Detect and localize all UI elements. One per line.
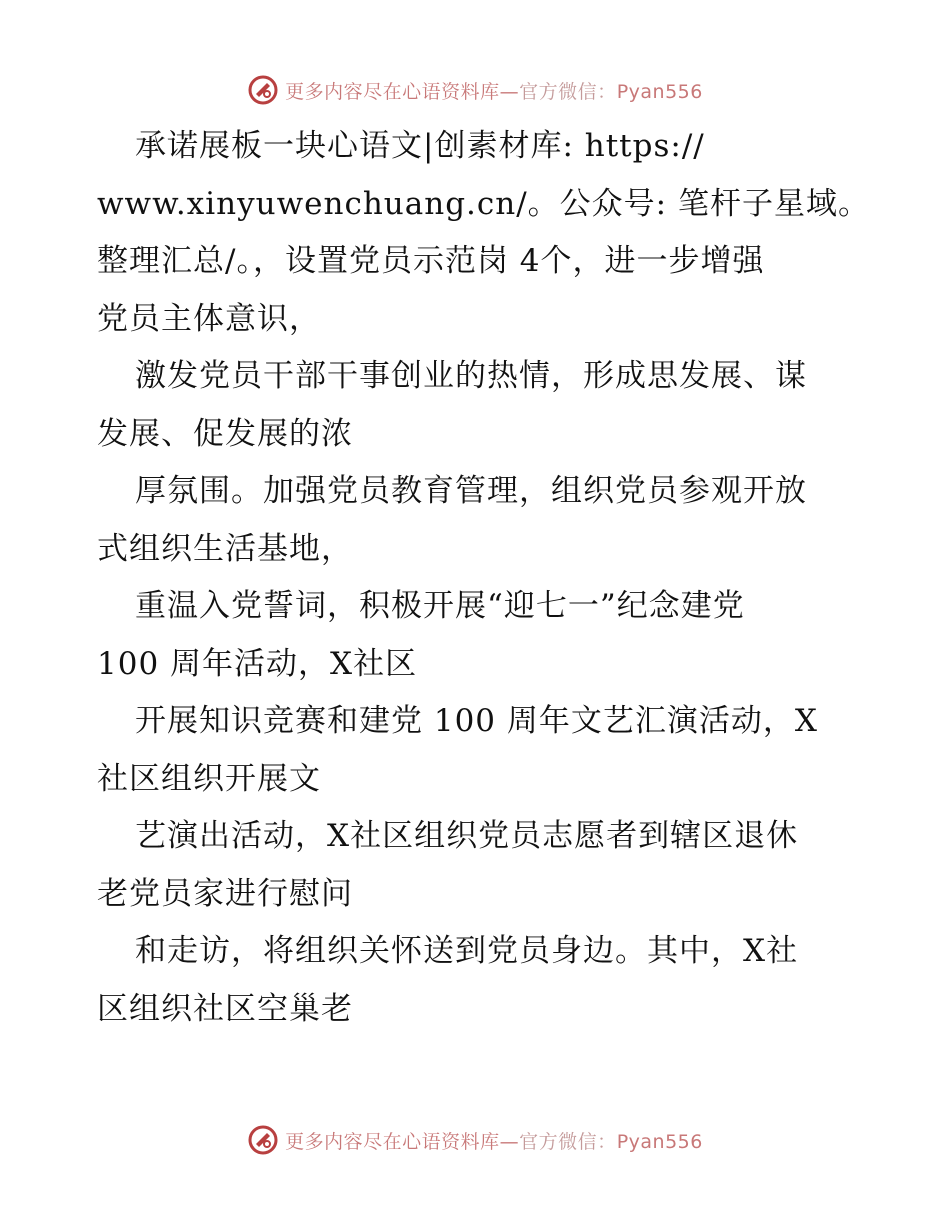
body-line-2: www.xinyuwenchuang.cn/。公众号: 笔杆子星域。 [97,185,870,222]
body-line-13: 艺演出活动，X社区组织党员志愿者到辖区退休 [135,818,799,854]
body-line-12: 社区组织开展文 [97,760,321,797]
banner-wechat-label: 官方微信： [519,80,617,103]
body-line-11: 开展知识竞赛和建党 100 周年文艺汇演活动，X [135,703,818,739]
body-line-16: 区组织社区空巢老 [97,990,353,1027]
body-line-9: 重温入党誓词，积极开展“迎七一”纪念建党 [135,588,745,624]
footer-wechat-label: 官方微信： [519,1130,617,1153]
footer-title: 更多内容尽在心语资料库 [285,1130,500,1153]
body-line-4: 党员主体意识， [97,300,321,337]
banner-dash: — [499,80,520,103]
body-line-7: 厚氛围。加强党员教育管理，组织党员参观开放 [135,473,807,509]
document-body [97,118,887,1038]
brand-logo-icon [247,74,279,106]
body-line-3: 整理汇总/。，设置党员示范岗 4个，进一步增强 [97,243,765,279]
body-line-1: 承诺展板一块心语文|创素材库: https:// [135,128,705,164]
brand-logo-icon [247,1124,279,1156]
body-line-6: 发展、促发展的浓 [97,415,353,452]
footer-dash: — [499,1130,520,1153]
banner-slogan [285,77,703,104]
body-line-8: 式组织生活基地， [97,530,353,567]
header-banner [0,70,950,110]
banner-wechat-id: Pyan556 [616,80,703,103]
body-line-14: 老党员家进行慰问 [97,875,353,912]
footer-banner [0,1120,950,1160]
footer-slogan [285,1127,703,1154]
footer-wechat-id: Pyan556 [616,1130,703,1153]
body-line-15: 和走访，将组织关怀送到党员身边。其中，X社 [135,933,799,969]
body-line-5: 激发党员干部干事创业的热情，形成思发展、谋 [135,358,807,394]
body-line-10: 100 周年活动，X社区 [97,645,418,682]
banner-title: 更多内容尽在心语资料库 [285,80,500,103]
